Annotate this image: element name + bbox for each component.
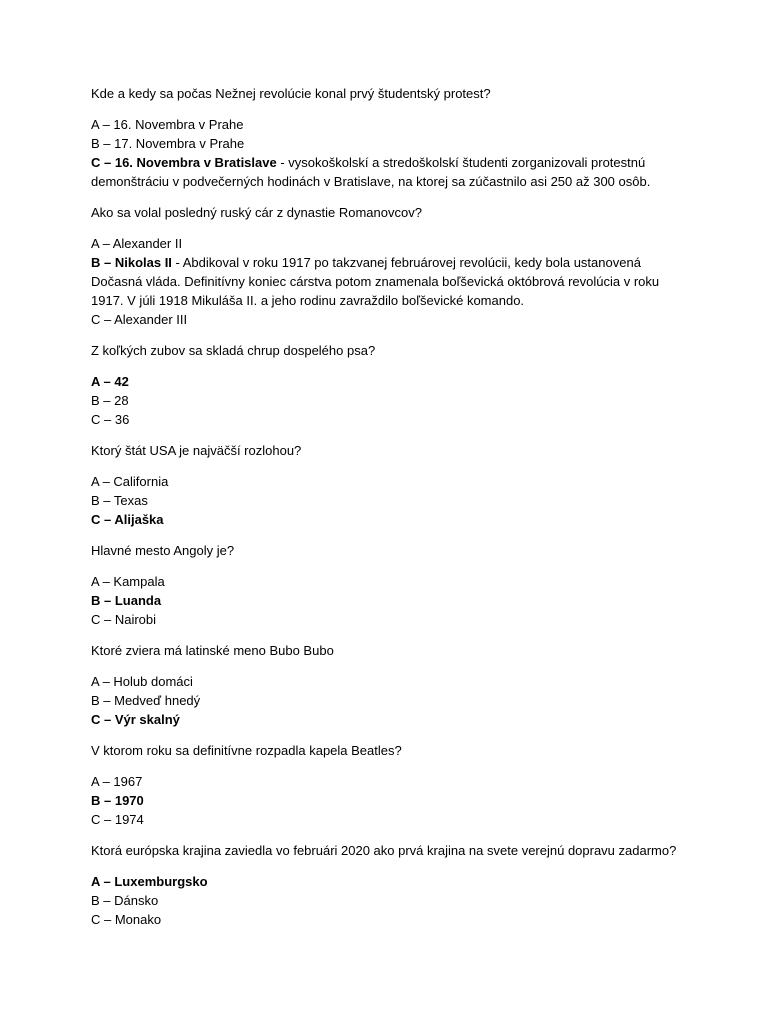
answer-text: C – Nairobi <box>91 612 157 627</box>
answer-text: C – Alexander III <box>91 312 188 327</box>
question-text: Ako sa volal posledný ruský cár z dynastie Romanovcov? <box>91 205 422 220</box>
answer-text: A – California <box>91 474 169 489</box>
question-text: V ktorom roku sa definitívne rozpadla kapela Beatles? <box>91 743 402 758</box>
answer-bold: C – Výr skalný <box>91 712 180 727</box>
answer-option <box>91 134 691 153</box>
answer-option <box>91 510 691 529</box>
answer-option <box>91 672 691 691</box>
question-block <box>91 341 691 429</box>
question-text: Ktorá európska krajina zaviedla vo februári 2020 ako prvá krajina na svete verejnú dopravu zadarmo? <box>91 843 677 858</box>
answer-text: - vysokoškolskí a stredoškolskí študenti zorganizovali protestnú demonštráciu v podvečerných hodinách v Bratislave, na ktorej sa zúčastnilo asi 250 až 300 osôb. <box>91 155 651 189</box>
answer-option <box>91 910 691 929</box>
answer-option <box>91 591 691 610</box>
question-block <box>91 641 691 729</box>
question-block <box>91 741 691 829</box>
answer-option <box>91 410 691 429</box>
answer-option <box>91 610 691 629</box>
answer-text: B – 17. Novembra v Prahe <box>91 136 245 151</box>
answer-option <box>91 491 691 510</box>
question-block <box>91 541 691 629</box>
answer-text: B – 28 <box>91 393 129 408</box>
answer-option <box>91 310 691 329</box>
answer-option <box>91 153 691 191</box>
answer-option <box>91 710 691 729</box>
answer-text: B – Texas <box>91 493 148 508</box>
answer-option <box>91 810 691 829</box>
answer-option <box>91 391 691 410</box>
question-block <box>91 841 691 929</box>
quiz-document <box>91 84 691 941</box>
answer-option <box>91 872 691 891</box>
answer-text: A – Kampala <box>91 574 165 589</box>
answer-text: A – 16. Novembra v Prahe <box>91 117 244 132</box>
answer-option <box>91 115 691 134</box>
answer-text: C – 1974 <box>91 812 144 827</box>
answer-text: - Abdikoval v roku 1917 po takzvanej februárovej revolúcii, kedy bola ustanovená Dočasná vláda. Definitívny koniec cárstva potom znamenala boľševická októbrová revolúcia v roku 1917. V júli 1918 Mikuláša II. a jeho rodinu zavraždilo boľševické komando. <box>91 255 660 308</box>
answer-text: C – Monako <box>91 912 162 927</box>
question-text: Ktoré zviera má latinské meno Bubo Bubo <box>91 643 334 658</box>
question-text: Hlavné mesto Angoly je? <box>91 543 235 558</box>
question-text: Z koľkých zubov sa skladá chrup dospelého psa? <box>91 343 376 358</box>
answer-option <box>91 234 691 253</box>
answer-text: A – Alexander II <box>91 236 183 251</box>
answer-text: C – 36 <box>91 412 130 427</box>
answer-text: B – Dánsko <box>91 893 159 908</box>
answer-option <box>91 372 691 391</box>
question-block <box>91 203 691 329</box>
answer-bold: B – Luanda <box>91 593 162 608</box>
answer-option <box>91 691 691 710</box>
answer-option <box>91 772 691 791</box>
question-block <box>91 84 691 191</box>
answer-text: A – Holub domáci <box>91 674 193 689</box>
question-text: Ktorý štát USA je najväčší rozlohou? <box>91 443 302 458</box>
question-block <box>91 441 691 529</box>
answer-option <box>91 472 691 491</box>
answer-option <box>91 891 691 910</box>
answer-option <box>91 253 691 310</box>
answer-text: A – 1967 <box>91 774 143 789</box>
answer-bold: A – 42 <box>91 374 129 389</box>
answer-option <box>91 572 691 591</box>
answer-bold: C – Alijaška <box>91 512 164 527</box>
answer-bold: B – 1970 <box>91 793 144 808</box>
answer-text: B – Medveď hnedý <box>91 693 201 708</box>
answer-bold: C – 16. Novembra v Bratislave <box>91 155 277 170</box>
answer-option <box>91 791 691 810</box>
answer-bold: B – Nikolas II <box>91 255 172 270</box>
answer-bold: A – Luxemburgsko <box>91 874 208 889</box>
question-text: Kde a kedy sa počas Nežnej revolúcie konal prvý študentský protest? <box>91 86 491 101</box>
